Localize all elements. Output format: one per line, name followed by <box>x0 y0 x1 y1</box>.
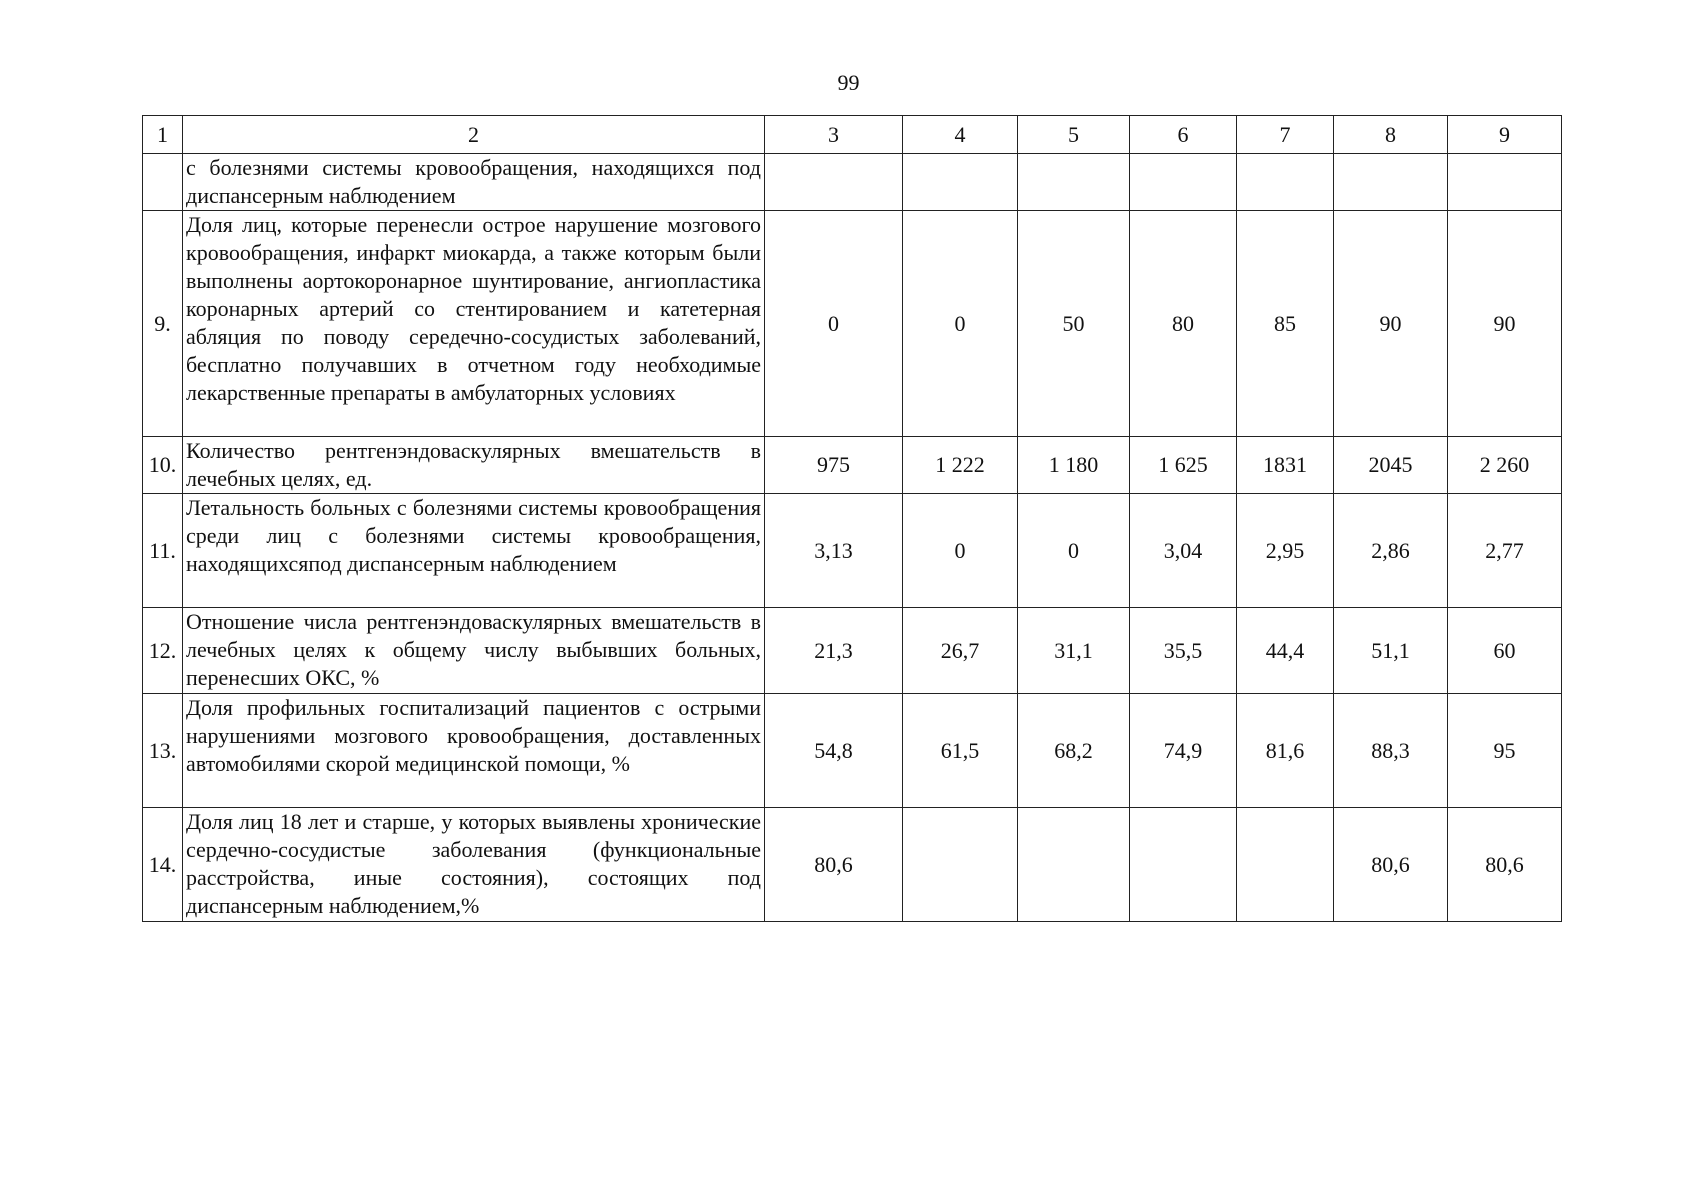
value-cell: 54,8 <box>765 694 903 808</box>
table-row <box>143 211 1562 437</box>
column-header: 8 <box>1334 116 1448 154</box>
value-cell: 95 <box>1448 694 1562 808</box>
column-header: 3 <box>765 116 903 154</box>
indicator-description: Доля профильных госпитализаций пациентов с острыми нарушениями мозгового кровообращения, доставленных автомобилями скорой медицинской помощи, % <box>183 694 765 808</box>
value-cell: 1 222 <box>903 437 1018 494</box>
table-row <box>143 808 1562 922</box>
value-cell <box>765 154 903 211</box>
column-header: 7 <box>1237 116 1334 154</box>
value-cell: 2,77 <box>1448 494 1562 608</box>
value-cell <box>1018 154 1130 211</box>
value-cell <box>903 154 1018 211</box>
table-row <box>143 154 1562 211</box>
value-cell: 2 260 <box>1448 437 1562 494</box>
value-cell: 31,1 <box>1018 608 1130 694</box>
value-cell: 1 625 <box>1130 437 1237 494</box>
value-cell: 1 180 <box>1018 437 1130 494</box>
value-cell: 2,86 <box>1334 494 1448 608</box>
row-number: 12. <box>143 608 183 694</box>
value-cell: 81,6 <box>1237 694 1334 808</box>
row-number: 14. <box>143 808 183 922</box>
value-cell: 3,13 <box>765 494 903 608</box>
column-header: 1 <box>143 116 183 154</box>
table-row <box>143 494 1562 608</box>
table-row <box>143 437 1562 494</box>
indicator-description: Отношение числа рентгенэндоваскулярных вмешательств в лечебных целях к общему числу выбывших больных, перенесших ОКС, % <box>183 608 765 694</box>
row-number: 9. <box>143 211 183 437</box>
value-cell: 90 <box>1334 211 1448 437</box>
value-cell: 0 <box>903 494 1018 608</box>
value-cell <box>1130 154 1237 211</box>
value-cell <box>1130 808 1237 922</box>
value-cell: 60 <box>1448 608 1562 694</box>
value-cell: 68,2 <box>1018 694 1130 808</box>
value-cell: 80,6 <box>1448 808 1562 922</box>
value-cell: 26,7 <box>903 608 1018 694</box>
value-cell: 74,9 <box>1130 694 1237 808</box>
value-cell: 88,3 <box>1334 694 1448 808</box>
indicator-description: Летальность больных с болезнями системы кровообращения среди лиц с болезнями системы кровообращения, находящихсяпод диспансерным наблюдением <box>183 494 765 608</box>
value-cell: 61,5 <box>903 694 1018 808</box>
indicator-description: Доля лиц 18 лет и старше, у которых выявлены хронические сердечно-сосудистые заболевания (функциональные расстройства, иные состояния), состоящих под диспансерным наблюдением,% <box>183 808 765 922</box>
value-cell: 51,1 <box>1334 608 1448 694</box>
value-cell <box>1018 808 1130 922</box>
value-cell: 21,3 <box>765 608 903 694</box>
value-cell: 0 <box>903 211 1018 437</box>
value-cell: 2045 <box>1334 437 1448 494</box>
row-number: 13. <box>143 694 183 808</box>
column-header: 6 <box>1130 116 1237 154</box>
value-cell: 90 <box>1448 211 1562 437</box>
value-cell: 35,5 <box>1130 608 1237 694</box>
value-cell: 80,6 <box>765 808 903 922</box>
value-cell: 50 <box>1018 211 1130 437</box>
row-number: 10. <box>143 437 183 494</box>
value-cell <box>1448 154 1562 211</box>
column-header: 9 <box>1448 116 1562 154</box>
indicators-table <box>142 115 1562 922</box>
row-number: 11. <box>143 494 183 608</box>
value-cell: 1831 <box>1237 437 1334 494</box>
value-cell <box>1237 808 1334 922</box>
column-header: 2 <box>183 116 765 154</box>
column-header: 4 <box>903 116 1018 154</box>
indicator-description: с болезнями системы кровообращения, находящихся под диспансерным наблюдением <box>183 154 765 211</box>
value-cell: 80,6 <box>1334 808 1448 922</box>
value-cell: 3,04 <box>1130 494 1237 608</box>
value-cell: 2,95 <box>1237 494 1334 608</box>
table-row <box>143 694 1562 808</box>
indicator-description: Количество рентгенэндоваскулярных вмешательств в лечебных целях, ед. <box>183 437 765 494</box>
value-cell <box>903 808 1018 922</box>
value-cell: 0 <box>1018 494 1130 608</box>
table-header-row <box>143 116 1562 154</box>
page-number: 99 <box>837 70 860 95</box>
value-cell: 85 <box>1237 211 1334 437</box>
value-cell: 44,4 <box>1237 608 1334 694</box>
value-cell <box>1237 154 1334 211</box>
row-number <box>143 154 183 211</box>
value-cell: 0 <box>765 211 903 437</box>
value-cell <box>1334 154 1448 211</box>
value-cell: 80 <box>1130 211 1237 437</box>
column-header: 5 <box>1018 116 1130 154</box>
table-row <box>143 608 1562 694</box>
indicator-description: Доля лиц, которые перенесли острое нарушение мозгового кровообращения, инфаркт миокарда, а также которым были выполнены аортокоронарное шунтирование, ангиопластика коронарных артерий со стентированием и катетерная абляция по поводу середечно-сосудистых заболеваний, бесплатно получавших в отчетном году необходимые лекарственные препараты в амбулаторных условиях <box>183 211 765 437</box>
value-cell: 975 <box>765 437 903 494</box>
